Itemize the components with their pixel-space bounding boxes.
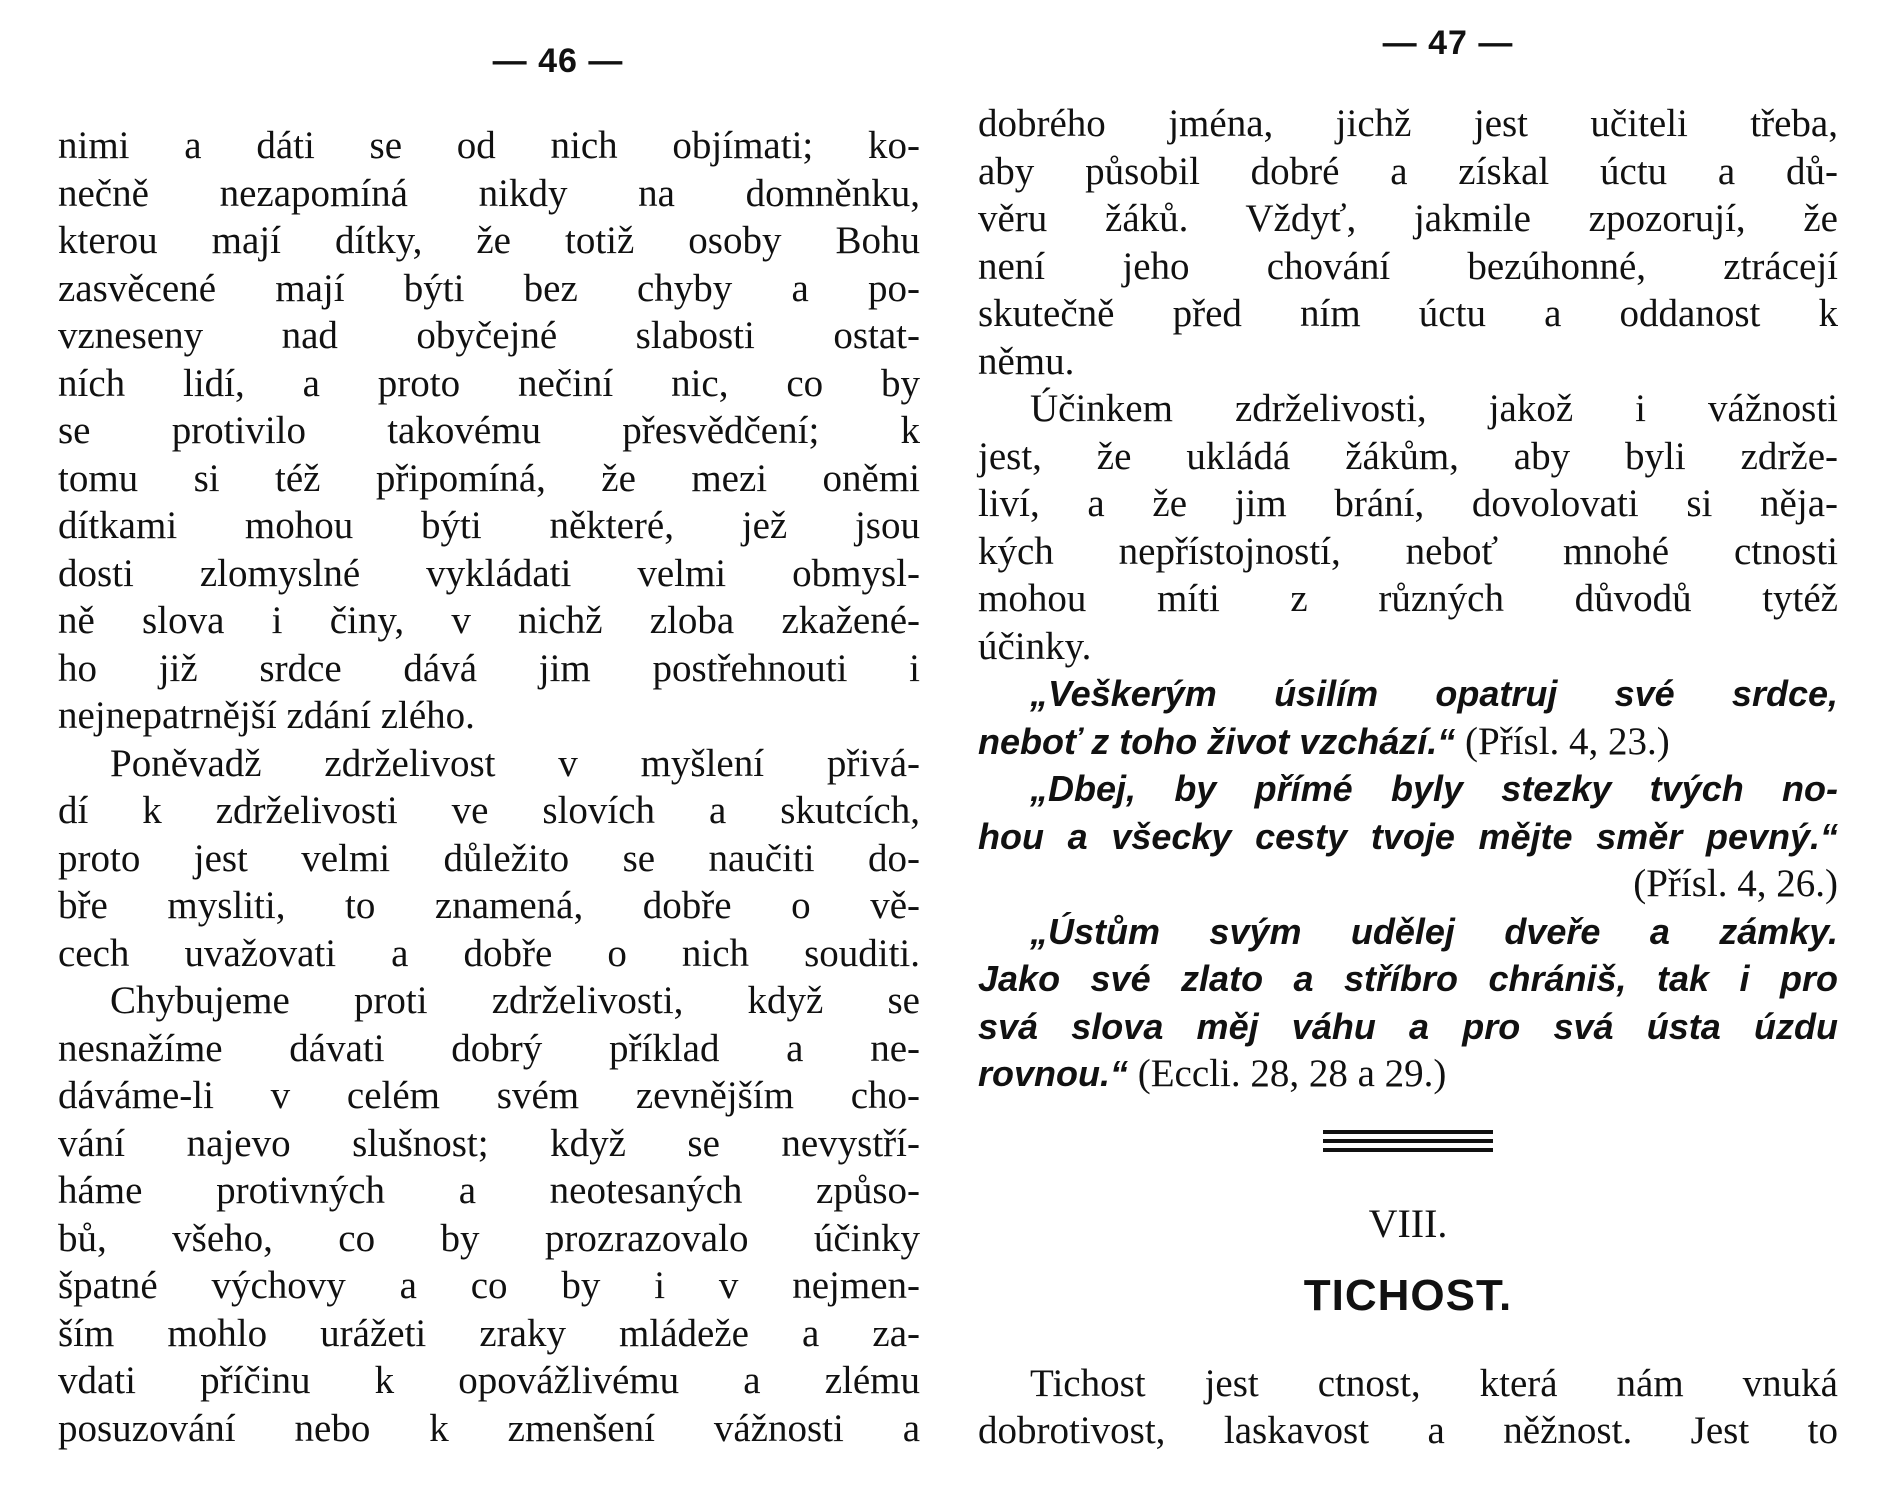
text-line: posuzování nebo k zmenšení vážnosti a [58,1406,920,1450]
text-line: Chybujeme proti zdrželivosti, když se [110,979,920,1022]
text-line: vdati příčinu k opovážlivému a zlému [58,1359,920,1402]
quote-text: rovnou.“ [978,1053,1128,1094]
text-line: dobrotivost, laskavost a něžnost. Jest to [978,1409,1838,1452]
text-line: liví, a že jim brání, dovolovati si něja- [978,482,1838,525]
text-line: jest, že ukládá žákům, aby byli zdrže- [978,434,1838,478]
text-line: není jeho chování bezúhonné, ztrácejí [978,244,1838,288]
section-divider [1323,1128,1493,1152]
left-page-text [58,122,920,1452]
text-line: dítkami mohou býti některé, jež jsou [58,504,920,547]
text-line: ším mohlo urážeti zraky mládeže a za- [58,1311,920,1355]
text-line: vání najevo slušnost; když se nevystří- [58,1121,920,1165]
text-line: nejnepatrnější zdání zlého. [58,694,475,737]
quote-line: Jako své zlato a stříbro chrániš, tak i pro [978,958,1838,999]
text-line: bře mysliti, to znamená, dobře o vě- [58,884,920,927]
page-number: — 47 — [1382,24,1514,62]
text-line: ho již srdce dává jim postřehnouti i [58,646,920,690]
text-line: kých nepřístojností, neboť mnohé ctnosti [978,529,1838,573]
quote-reference: (Eccli. 28, 28 a 29.) [1128,1052,1447,1095]
text-line: němu. [978,339,1075,383]
text-line: Poněvadž zdrželivost v myšlení přivá- [110,741,920,785]
text-line: nesnažíme dávati dobrý příklad a ne- [58,1026,920,1070]
text-line: aby působil dobré a získal úctu a dů- [978,149,1838,193]
quote-line: svá slova měj váhu a pro svá ústa úzdu [978,1005,1838,1047]
text-line: cech uvažovati a dobře o nich souditi. [58,931,920,975]
text-line: tomu si též připomíná, že mezi oněmi [58,456,920,500]
text-line: vzneseny nad obyčejné slabosti ostat- [58,314,920,357]
text-line: zasvěcené mají býti bez chyby a po- [58,266,920,310]
quote-line: „Ústům svým udělej dveře a zámky. [1030,910,1838,952]
quote-line: „Veškerým úsilím opatruj své srdce, [1030,673,1838,714]
quote-reference: (Přísl. 4, 23.) [1455,719,1670,763]
right-page-text [978,100,1838,1455]
chapter-title: TICHOST. [1303,1270,1513,1320]
text-line: bů, všeho, co by prozrazovalo účinky [58,1216,920,1260]
text-line: ně slova i činy, v nichž zloba zkažené- [58,599,920,642]
quote-reference: (Přísl. 4, 26.) [1633,862,1838,905]
text-line: špatné výchovy a co by i v nejmen- [58,1264,920,1307]
quote-line [978,718,1838,766]
text-line: proto jest velmi důležito se naučiti do- [58,836,920,880]
text-line: věru žáků. Vždyť, jakmile zpozorují, že [978,197,1838,240]
chapter-body [978,1360,1838,1455]
text-line: skutečně před ním úctu a oddanost k [978,292,1838,335]
quote-text: neboť z toho život vzchází.“ [978,720,1456,762]
text-line: dí k zdrželivosti ve slovích a skutcích, [58,789,920,832]
text-line: mohou míti z různých důvodů tytéž [978,577,1838,620]
text-line: háme protivných a neotesaných způso- [58,1169,920,1212]
quote-line [978,1050,1838,1098]
text-line: Účinkem zdrželivosti, jakož i vážnosti [1030,387,1838,430]
quote-line: „Dbej, by přímé byly stezky tvých no- [1030,768,1838,809]
text-line: kterou mají dítky, že totiž osoby Bohu [58,219,920,262]
text-line: se protivilo takovému přesvědčení; k [58,409,920,452]
text-line: účinky. [978,624,1092,668]
text-line: dosti zlomyslné vykládati velmi obmysl- [58,551,920,595]
text-line: Tichost jest ctnost, která nám vnuká [1030,1361,1838,1405]
page-number: — 46 — [492,42,624,80]
text-line: dáváme-li v celém svém zevnějším cho- [58,1074,920,1117]
text-line: dobrého jména, jichž jest učiteli třeba, [978,102,1838,145]
text-line: ních lidí, a proto nečiní nic, co by [58,361,920,405]
quote-line: hou a všecky cesty tvoje mějte směr pevný.“ [978,815,1838,857]
text-line: nečně nezapomíná nikdy na domněnku, [58,171,920,215]
text-line: nimi a dáti se od nich objímati; ko- [58,124,920,167]
chapter-number: VIII. [1368,1200,1448,1246]
